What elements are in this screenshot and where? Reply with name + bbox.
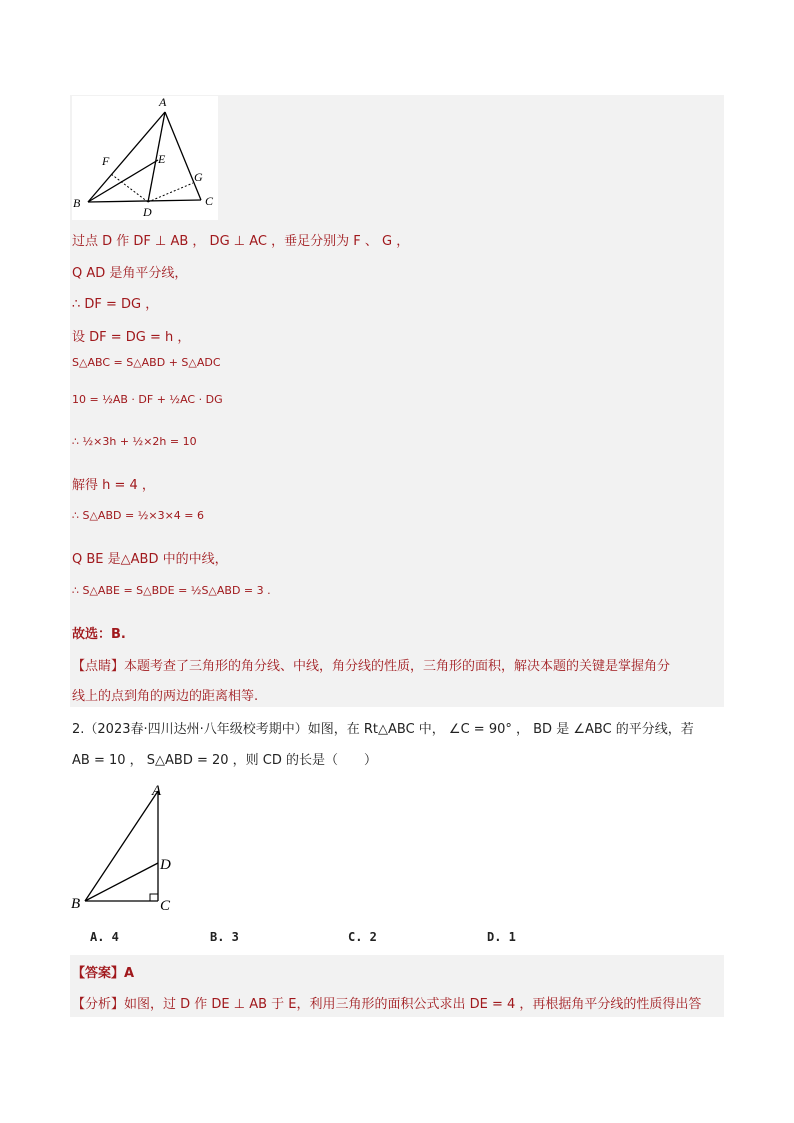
solution-comment-2: 线上的点到角的两边的距离相等. [72, 689, 259, 704]
solution-line-6: 10 = ½AB · DF + ½AC · DG [72, 393, 223, 406]
fig2-label-c: C [160, 898, 171, 914]
question-2-line-2: AB = 10 ， S△ABD = 20 ，则 CD 的长是（ ） [72, 753, 378, 768]
fig1-label-a: A [159, 96, 167, 109]
solution-line-1: 过点 D 作 DF ⊥ AB ， DG ⊥ AC ，垂足分别为 F 、 G ， [72, 234, 410, 249]
solution-line-8: 解得 h = 4 ， [72, 478, 155, 493]
fig1-label-d: D [143, 205, 152, 219]
fig1-label-c: C [205, 194, 214, 208]
fig1-label-g: G [194, 170, 203, 184]
option-c: C. 2 [348, 930, 377, 944]
solution-line-5: S△ABC = S△ABD + S△ADC [72, 356, 221, 369]
solution-line-7: ∴ ½×3h + ½×2h = 10 [72, 435, 197, 448]
option-a: A. 4 [90, 930, 119, 944]
option-d: D. 1 [487, 930, 516, 944]
fig2-label-b: B [71, 896, 81, 912]
fig2-label-a: A [152, 783, 162, 799]
option-b: B. 3 [210, 930, 239, 944]
solution-line-9: ∴ S△ABD = ½×3×4 = 6 [72, 509, 204, 522]
triangle-figure-1 [72, 96, 218, 220]
solution-comment-1: 【点睛】本题考查了三角形的角分线、中线，角分线的性质，三角形的面积，解决本题的关键是掌握角分 [72, 659, 671, 674]
solution-answer: 故选：B. [72, 627, 126, 642]
question-2-line-1: 2.（2023春·四川达州·八年级校考期中）如图，在 Rt△ABC 中， ∠C = 90° ， BD 是 ∠ABC 的平分线，若 [72, 722, 694, 737]
fig1-label-f: F [102, 154, 110, 168]
solution-line-2: Q AD 是角平分线， [72, 266, 188, 281]
fig1-label-e: E [158, 152, 166, 166]
fig1-label-b: B [73, 196, 81, 210]
fig2-label-d: D [160, 857, 171, 873]
solution-line-10: Q BE 是△ABD 中的中线， [72, 552, 228, 567]
triangle-figure-2 [68, 780, 188, 915]
solution-line-11: ∴ S△ABE = S△BDE = ½S△ABD = 3 . [72, 584, 271, 597]
analysis-2: 【分析】如图，过 D 作 DE ⊥ AB 于 E，利用三角形的面积公式求出 DE = 4 ，再根据角平分线的性质得出答 [72, 997, 702, 1012]
solution-line-3: ∴ DF = DG ， [72, 297, 159, 312]
answer-2: 【答案】A [72, 966, 135, 981]
solution-line-4: 设 DF = DG = h ， [72, 330, 191, 345]
